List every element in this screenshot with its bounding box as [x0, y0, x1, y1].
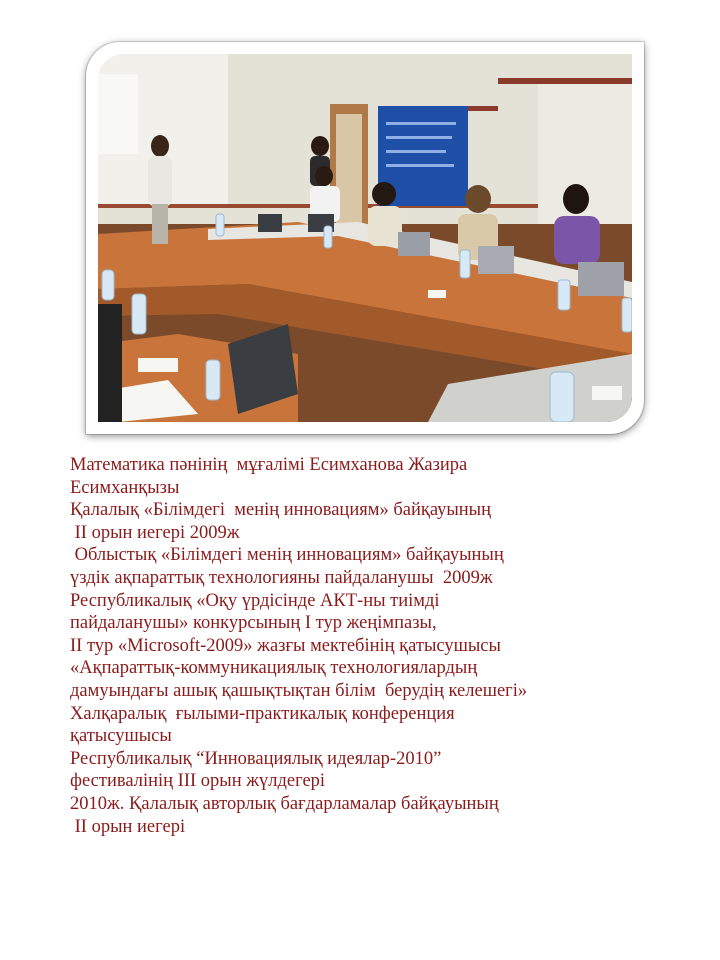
- caption-line: Облыстық «Білімдегі менің инновациям» байқауының: [70, 545, 504, 566]
- caption-line: қатысушысы: [70, 726, 172, 747]
- caption-line: 2010ж. Қалалық авторлық бағдарламалар байқауының: [70, 793, 499, 814]
- teacher-bio-caption: [70, 454, 690, 838]
- photo-frame: [86, 42, 644, 434]
- caption-line: дамуындағы ашық қашықтықтан білім берудің келешегі»: [70, 680, 528, 701]
- caption-line: Есимханқызы: [70, 477, 180, 498]
- caption-line: ІІ орын иегері 2009ж: [70, 522, 240, 543]
- caption-line: пайдаланушы» конкурсының І тур жеңімпазы,: [70, 613, 437, 634]
- classroom-photo-illustration: [98, 54, 632, 422]
- caption-line: Математика пәнінің мұғалімі Есимханова Жазира: [70, 455, 468, 475]
- caption-line: Республикалық “Инновациялық идеялар-2010”: [70, 748, 442, 769]
- caption-line: ІІ орын иегері: [70, 816, 186, 837]
- caption-line: үздік ақпараттық технологияны пайдаланушы 2009ж: [70, 567, 493, 588]
- caption-line: ІІ тур «Microsoft-2009» жазғы мектебінің қатысушысы: [70, 635, 501, 656]
- caption-line: Халқаралық ғылыми-практикалық конференция: [70, 703, 455, 724]
- caption-line: Қалалық «Білімдегі менің инновациям» байқауының: [70, 500, 492, 521]
- caption-line: «Ақпараттық-коммуникациялық технологиялардың: [70, 658, 478, 679]
- caption-line: фестивалінің ІІІ орын жүлдегері: [70, 771, 326, 792]
- caption-line: Республикалық «Оқу үрдісінде АКТ-ны тиімді: [70, 590, 440, 611]
- classroom-photo: [98, 54, 632, 422]
